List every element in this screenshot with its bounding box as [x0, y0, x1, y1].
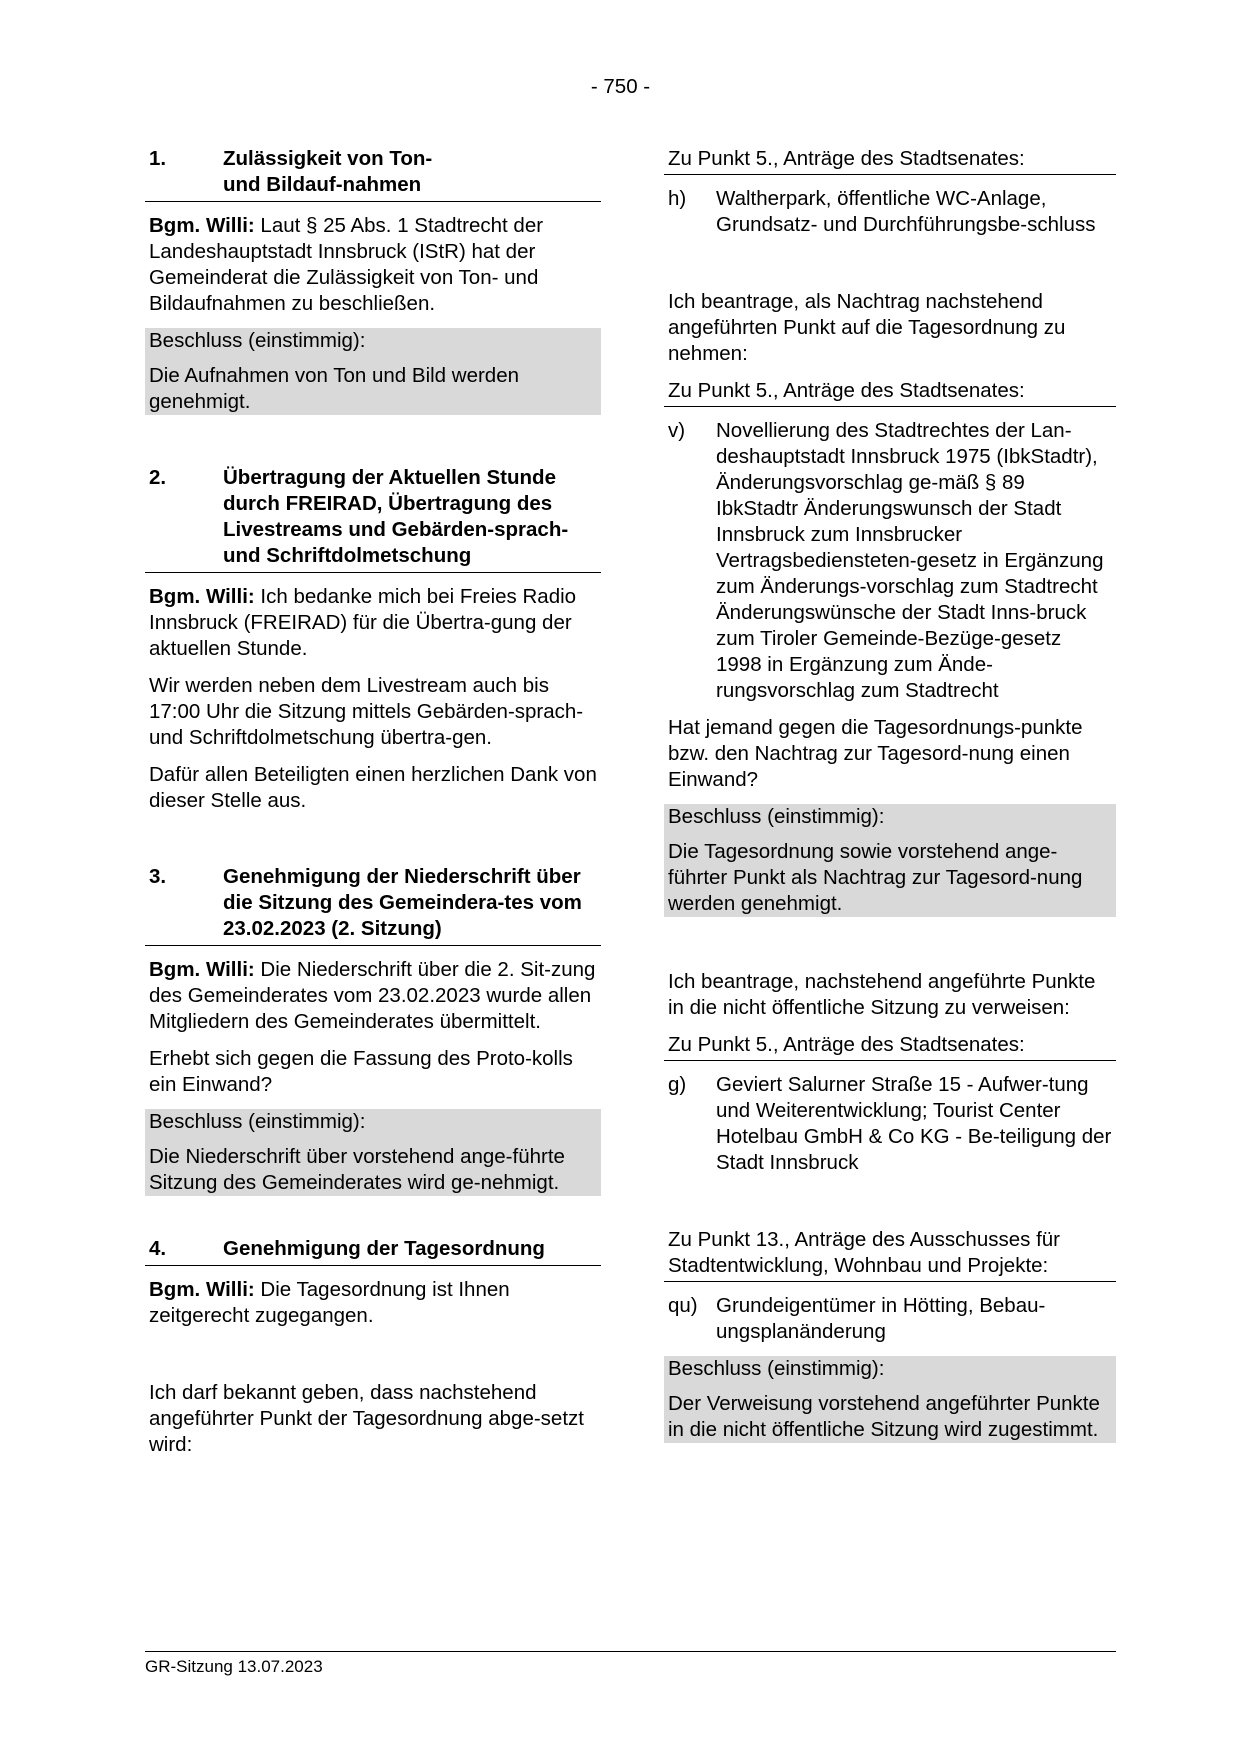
paragraph: Dafür allen Beteiligten einen herzlichen Dank von dieser Stelle aus.	[149, 763, 597, 812]
left-column	[145, 146, 601, 1469]
speaker-name: Bgm. Willi:	[149, 1278, 255, 1301]
page-number: - 750 -	[590, 75, 651, 98]
paragraph: Ich beantrage, nachstehend angeführte Punkte in die nicht öffentliche Sitzung zu verweisen:	[668, 970, 1096, 1019]
paragraph: Wir werden neben dem Livestream auch bis 17:00 Uhr die Sitzung mittels Gebärden-sprach- und Schriftdolmetschung übertra-gen.	[149, 674, 584, 749]
speech-text: Die Tagesordnung ist Ihnen zeitgerecht zugegangen.	[149, 1278, 510, 1327]
decision-box	[664, 1356, 1116, 1443]
agenda-item-text: Novellierung des Stadtrechtes der Lan-deshauptstadt Innsbruck 1975 (IbkStadtr), Änderungsvorschlag ge-mäß § 89 IbkStadtr Änderungswunsch der Stadt Innsbruck zum Innsbrucker Vertragsbediensteten-gesetz in Ergänzung zum Änderungs-vorschlag zum Stadtrecht Änderungswünsche der Stadt Inns-bruck zum Tiroler Gemeinde-Bezüge-gesetz 1998 in Ergänzung zum Ände-rungsvorschlag zum Stadtrecht	[716, 419, 1104, 702]
speaker-name: Bgm. Willi:	[149, 214, 255, 237]
decision-label: Beschluss (einstimmig):	[668, 805, 885, 828]
right-column	[664, 146, 1116, 1443]
speech-text: Laut § 25 Abs. 1 Stadtrecht der Landeshauptstadt Innsbruck (IStR) hat der Gemeinderat die Zulässigkeit von Ton- und Bildaufnahmen zu beschließen.	[149, 214, 544, 315]
speech-paragraph	[145, 584, 601, 662]
decision-text: Die Niederschrift über vorstehend ange-führte Sitzung des Gemeinderates wird ge-nehmigt.	[149, 1145, 565, 1194]
section-title: Zulässigkeit von Ton- und Bildauf-nahmen	[223, 147, 433, 196]
section-number: 1.	[149, 147, 167, 170]
section-number: 3.	[149, 865, 167, 888]
section-1	[145, 146, 601, 415]
paragraph: Hat jemand gegen die Tagesordnungs-punkte bzw. den Nachtrag zur Tagesord-nung einen Einwand?	[668, 716, 1083, 791]
section-3	[145, 864, 601, 1196]
speech-paragraph	[145, 1277, 601, 1329]
decision-box	[145, 328, 601, 415]
decision-box	[145, 1109, 601, 1196]
speech-paragraph	[145, 213, 601, 317]
agenda-item-label: g)	[668, 1073, 687, 1096]
agenda-subheading: Zu Punkt 13., Anträge des Ausschusses für Stadtentwicklung, Wohnbau und Projekte:	[664, 1227, 1116, 1282]
agenda-item	[664, 1072, 1116, 1176]
decision-label: Beschluss (einstimmig):	[149, 1110, 366, 1133]
page-footer: GR-Sitzung 13.07.2023	[145, 1651, 1116, 1678]
agenda-item	[664, 186, 1116, 238]
section-title: Übertragung der Aktuellen Stunde durch FREIRAD, Übertragung des Livestreams und Gebärden-sprach- und Schriftdolmetschung	[223, 466, 569, 567]
agenda-item-text: Geviert Salurner Straße 15 - Aufwer-tung und Weiterentwicklung; Tourist Center Hotelbau GmbH & Co KG - Be-teiligung der Stadt Innsbruck	[716, 1073, 1112, 1174]
section-heading	[145, 864, 601, 946]
agenda-subheading: Zu Punkt 5., Anträge des Stadtsenates:	[664, 146, 1116, 175]
section-number: 2.	[149, 466, 167, 489]
agenda-subheading: Zu Punkt 5., Anträge des Stadtsenates:	[664, 1032, 1116, 1061]
agenda-item-label: v)	[668, 419, 686, 442]
agenda-item-text: Grundeigentümer in Hötting, Bebau-ungsplanänderung	[716, 1294, 1046, 1343]
agenda-item	[664, 1293, 1116, 1345]
decision-box	[664, 804, 1116, 917]
section-heading	[145, 465, 601, 573]
section-title: Genehmigung der Niederschrift über die Sitzung des Gemeindera-tes vom 23.02.2023 (2. Sitzung)	[223, 865, 582, 940]
section-heading	[145, 146, 601, 202]
agenda-item-label: h)	[668, 187, 687, 210]
decision-text: Die Aufnahmen von Ton und Bild werden genehmigt.	[149, 364, 520, 413]
agenda-subheading: Zu Punkt 5., Anträge des Stadtsenates:	[664, 378, 1116, 407]
decision-text: Der Verweisung vorstehend angeführter Punkte in die nicht öffentliche Sitzung wird zugestimmt.	[668, 1392, 1100, 1441]
section-title: Genehmigung der Tagesordnung	[223, 1237, 545, 1260]
section-2	[145, 465, 601, 814]
speaker-name: Bgm. Willi:	[149, 585, 255, 608]
speaker-name: Bgm. Willi:	[149, 958, 255, 981]
paragraph: Erhebt sich gegen die Fassung des Proto-kolls ein Einwand?	[149, 1047, 573, 1096]
agenda-item-label: qu)	[668, 1294, 698, 1317]
speech-text: Die Niederschrift über die 2. Sit-zung des Gemeinderates vom 23.02.2023 wurde allen Mitgliedern des Gemeinderates übermittelt.	[149, 958, 596, 1033]
speech-text: Ich bedanke mich bei Freies Radio Innsbruck (FREIRAD) für die Übertra-gung der aktuellen Stunde.	[149, 585, 577, 660]
agenda-item-text: Waltherpark, öffentliche WC-Anlage, Grundsatz- und Durchführungsbe-schluss	[716, 187, 1096, 236]
section-number: 4.	[149, 1237, 167, 1260]
decision-label: Beschluss (einstimmig):	[149, 329, 366, 352]
speech-paragraph	[145, 957, 601, 1035]
decision-label: Beschluss (einstimmig):	[668, 1357, 885, 1380]
decision-text: Die Tagesordnung sowie vorstehend ange-führter Punkt als Nachtrag zur Tagesord-nung werden genehmigt.	[668, 840, 1083, 915]
section-4	[145, 1236, 601, 1458]
agenda-item	[664, 418, 1116, 704]
paragraph: Ich beantrage, als Nachtrag nachstehend angeführten Punkt auf die Tagesordnung zu nehmen:	[668, 290, 1066, 365]
section-heading	[145, 1236, 601, 1266]
paragraph: Ich darf bekannt geben, dass nachstehend angeführter Punkt der Tagesordnung abge-setzt wird:	[149, 1381, 584, 1456]
